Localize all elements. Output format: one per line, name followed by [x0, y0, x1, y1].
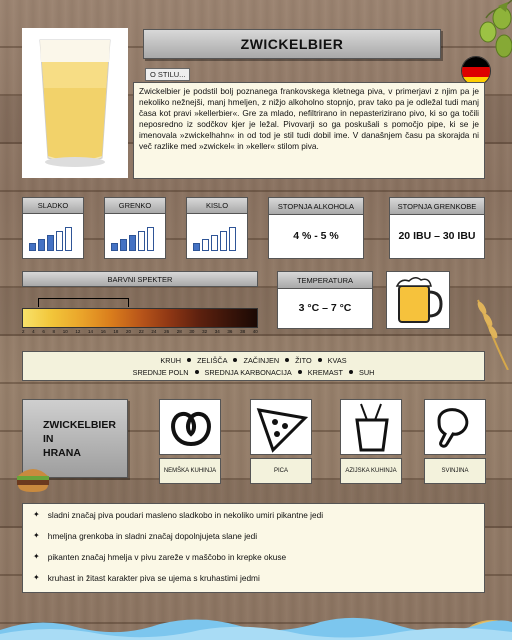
alcohol-box: [268, 197, 364, 259]
pretzel-icon: [159, 399, 221, 455]
star-bullet-icon: ✦: [33, 510, 40, 519]
food-label: SVINJINA: [424, 458, 486, 484]
pairing-title-line: HRANA: [43, 447, 81, 459]
aroma-term: SUH: [359, 367, 375, 377]
list-item: [33, 531, 474, 541]
spectrum-tick: 20: [126, 329, 132, 334]
taste-sour: [186, 197, 248, 259]
spectrum-tick: 22: [138, 329, 144, 334]
temperature-value: 3 °C – 7 °C: [298, 302, 352, 314]
note-text: kruhast in žitast karakter piva se ujema s kruhastimi jedmi: [47, 573, 260, 583]
spectrum-tick: 4: [32, 329, 35, 334]
spectrum-tick: 2: [22, 329, 25, 334]
wheat-icon: [468, 290, 512, 370]
alcohol-value: 4 % - 5 %: [293, 230, 339, 242]
bitterness-value: 20 IBU – 30 IBU: [398, 230, 476, 242]
temperature-label: TEMPERATURA: [278, 272, 372, 289]
bitterness-box: [389, 197, 485, 259]
pairing-notes: [22, 503, 485, 593]
bullet-dot-icon: [318, 358, 322, 362]
spectrum-tick: 32: [202, 329, 208, 334]
taste-sweet: [22, 197, 84, 259]
taste-level-bars: [29, 227, 72, 251]
page-title: ZWICKELBIER: [143, 29, 441, 59]
spectrum-tick: 18: [113, 329, 119, 334]
beer-glass-photo: [22, 28, 128, 178]
spectrum-tick: 24: [151, 329, 157, 334]
taste-level-bars: [193, 227, 236, 251]
spectrum-tick: 16: [100, 329, 106, 334]
taste-label: SLADKO: [23, 198, 83, 214]
note-text: sladni značaj piva poudari masleno sladkobo in nekoliko umiri pikantne jedi: [47, 510, 324, 520]
spectrum-tick: 34: [214, 329, 220, 334]
spectrum-label: BARVNI SPEKTER: [22, 271, 258, 287]
aroma-term: ZELIŠČA: [197, 356, 228, 365]
spectrum-range-line: [38, 298, 128, 299]
spectrum-range-start: [38, 298, 39, 307]
spectrum-tick: 10: [62, 329, 68, 334]
temperature-box: [277, 271, 373, 329]
list-item: [33, 552, 474, 562]
food-label: PICA: [250, 458, 312, 484]
spectrum-tick: 26: [164, 329, 170, 334]
star-bullet-icon: ✦: [33, 552, 40, 561]
water-splash: [0, 610, 512, 640]
pairing-title-line: ZWICKELBIER: [43, 419, 116, 431]
about-text: Zwickelbier je podstil bolj poznanega frankovskega kletnega piva, v primerjavi z njim pa je nekoliko nežnejši, manj hmeljen, z nižjo alkoholno stopnjo, prav tako pa je odležal tudi manj časa kot pravi »kellerbier«. Gre za mlado, nefiltrirano in nepasterizirano pivo, ki so ga točili neposredno iz sodčkov kjer je ležal. Pivovarji so ga poskušali s pomočjo pipe, ki se je imenovala »zwickelhahn« in od tod je stil tudi dobil ime. V današnjem času pa skorajda ni več razlike med »zwickel« in »keller« stilom piva.: [133, 82, 485, 179]
aroma-term: SREDNJA KARBONACIJA: [204, 367, 292, 377]
aroma-term: ŽITO: [295, 356, 312, 365]
star-bullet-icon: ✦: [33, 573, 40, 582]
bullet-dot-icon: [285, 358, 289, 362]
bullet-dot-icon: [187, 358, 191, 362]
beer-mug-icon: [386, 271, 450, 329]
taste-level-bars: [111, 227, 154, 251]
aroma-term: ZAČINJEN: [243, 356, 280, 365]
burger-icon: [14, 462, 52, 494]
taste-label: GRENKO: [105, 198, 165, 214]
bullet-dot-icon: [298, 370, 302, 374]
spectrum-tick: 6: [42, 329, 45, 334]
food-label: NEMŠKA KUHINJA: [159, 458, 221, 484]
noodle-box-icon: [340, 399, 402, 455]
spectrum-tick: 40: [252, 329, 258, 334]
taste-bitter: [104, 197, 166, 259]
aroma-strip: [22, 351, 485, 381]
aroma-term: SREDNJE POLN: [132, 367, 189, 377]
about-label: O STILU...: [145, 68, 190, 81]
meat-leg-icon: [424, 399, 486, 455]
spectrum-tick: 8: [52, 329, 56, 334]
note-text: pikanten značaj hmelja v pivu zareže v maščobo in krepke okuse: [47, 552, 287, 562]
spectrum-tick: 36: [227, 329, 233, 334]
pairing-title-line: IN: [43, 433, 54, 445]
color-spectrum-bar: [22, 308, 258, 328]
list-item: [33, 573, 474, 583]
spectrum-ticks: [22, 329, 258, 334]
bullet-dot-icon: [195, 370, 199, 374]
bitterness-label: STOPNJA GRENKOBE: [390, 198, 484, 215]
spectrum-tick: 28: [176, 329, 182, 334]
food-label: AZIJSKA KUHINJA: [340, 458, 402, 484]
taste-label: KISLO: [187, 198, 247, 214]
bullet-dot-icon: [233, 358, 237, 362]
pizza-icon: [250, 399, 312, 455]
spectrum-tick: 14: [88, 329, 94, 334]
aroma-term: KVAS: [327, 356, 347, 365]
spectrum-tick: 30: [189, 329, 195, 334]
spectrum-range-end: [128, 298, 129, 307]
list-item: [33, 510, 474, 520]
aroma-term: KRUH: [160, 356, 182, 365]
aroma-term: KREMAST: [307, 367, 344, 377]
alcohol-label: STOPNJA ALKOHOLA: [269, 198, 363, 215]
star-bullet-icon: ✦: [33, 531, 40, 540]
note-text: hmeljna grenkoba in sladni značaj dopolnjujeta slane jedi: [47, 531, 258, 541]
spectrum-tick: 12: [75, 329, 81, 334]
spectrum-tick: 38: [240, 329, 246, 334]
bullet-dot-icon: [349, 370, 353, 374]
